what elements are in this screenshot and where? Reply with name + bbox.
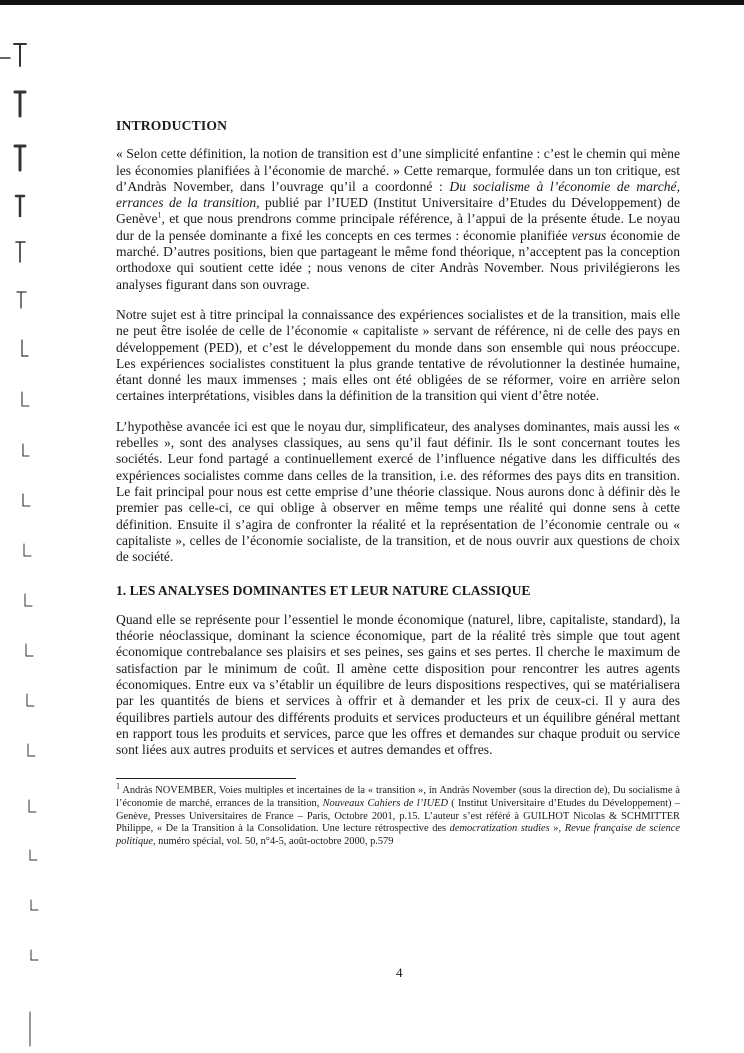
footnote-ref: 1 <box>157 210 162 220</box>
section-1-heading: 1. LES ANALYSES DOMINANTES ET LEUR NATURE CLASSIQUE <box>116 583 531 599</box>
document-body <box>116 118 680 848</box>
scan-margin-marks <box>0 0 50 1053</box>
footnote-1 <box>116 781 680 848</box>
footnote-separator <box>116 778 296 779</box>
italic-text: Revue française de science politique <box>116 823 680 847</box>
footnote-ref: 1 <box>116 781 120 791</box>
text-run: économie de marché. D’autres positions, bien que partageant le même fond théorique, n’acceptent pas la conception orthodoxe qui soutient cette idée ; nous venons de citer Andràs November. Nous privilégierons les analyses figurant dans son ouvrage. <box>116 227 680 292</box>
scan-top-edge <box>0 0 744 5</box>
text-run: », <box>549 823 565 835</box>
text-run: ( Institut Universitaire d’Etudes du Développement) – Genève, Presses Universitaires de France – Paris, Octobre 2001, p.15. L’auteur s’est référé à GUILHOT Nicolas & SCHMITTER Philippe, « De la Transition à la Consolidation. Une lecture rétrospective des <box>116 797 680 835</box>
intro-paragraph-1 <box>116 146 680 293</box>
text-run: , numéro spécial, vol. 50, n°4-5, août-octobre 2000, p.579 <box>152 835 394 847</box>
text-run: , et que nous prendrons comme principale référence, à l’appui de la présente étude. Le noyau dur de la pensée dominante a fixé les concepts en ces termes : économie planifiée <box>116 211 680 243</box>
text-run: , publié par l’IUED (Institut Universitaire d’Etudes du Développement) de Genève <box>116 195 680 227</box>
section-1-paragraph-1: Quand elle se représente pour l’essentiel le monde économique (naturel, libre, capitaliste, standard), la théorie néoclassique, dominant la science économique, part de la réalité très simple que tout agent économique contrebalance ses plaisirs et ses peines, ses gains et ses pertes. Il cherche le maximum de satisfaction par le minimum de coût. Il amène cette disposition pour rencontrer les autres agents économiques. Entre eux va s’établir un équilibre de leurs dispositions respectives, qui se matérialisera par les quantités de biens et services à offrir et à demander et les prix de ceux-ci. Il y aura des équilibres partiels autour des différents produits et services producteurs et un équilibre général mettant en rapport tous les produits et services, parce que les offres et demandes sur chaque produit ou service sont liées aux autres produits et services et autres demandes et offres. <box>116 611 680 758</box>
italic-text: democratization studies <box>449 823 550 835</box>
text-run: Andràs NOVEMBER, Voies multiples et incertaines de la « transition », in Andràs November (sous la direction de), Du socialisme à l’économie de marché, errances de la transition, <box>116 785 680 809</box>
page-number: 4 <box>396 965 403 980</box>
italic-text: versus <box>571 227 607 243</box>
italic-text: Du socialisme à l’économie de marché, errances de la transition <box>116 178 680 211</box>
intro-paragraph-3: L’hypothèse avancée ici est que le noyau dur, simplificateur, des analyses dominantes, mais aussi les « rebelles », sont des analyses classiques, au sens qu’il faut définir. Ils le sont concernant toutes les sociétés. Leur fond partagé a continuellement exercé de l’influence négative dans les difficultés des expériences socialistes comme dans celles de la transition, i.e. des réformes des pays dits en transition. Le fait principal pour nous est cette emprise d’une théorie classique. Nous aurons donc à définir dès le premier pas celle-ci, ce qui oblige à observer en même temps une réalité qui donne sens à cette définition. Ensuite il s’agira de confronter la réalité et la représentation de l’économie centrale ou « capitaliste », celles de l’économie socialiste, de la transition, et de nous ouvrir aux questions de choix de société. <box>116 418 680 565</box>
intro-paragraph-2: Notre sujet est à titre principal la connaissance des expériences socialistes et de la transition, mais elle ne peut être isolée de celle de l’économie « capitaliste » servant de référence, ni de celle des pays en développement (PED), et c’est le développement du monde dans son ensemble qui nous préoccupe. Les expériences socialistes constituent la plus grande tentative de révolutionner la destinée humaine, étant donné les maux immenses ; mais elles ont été obligées de se réformer, voire en arrière selon certaines interprétations, visibles dans la définition de la transition qui vient d’être notée. <box>116 306 680 404</box>
text-run: « Selon cette définition, la notion de transition est d’une simplicité enfantine : c’est le chemin qui mène les économies planifiées à l’économie de marché. » Cette remarque, formulée dans un ton critique, est d’Andràs November, dans l’ouvrage qu’il a coordonné : <box>116 146 680 194</box>
introduction-heading: INTRODUCTION <box>116 118 228 133</box>
italic-text: Nouveaux Cahiers de l’IUED <box>322 797 448 809</box>
